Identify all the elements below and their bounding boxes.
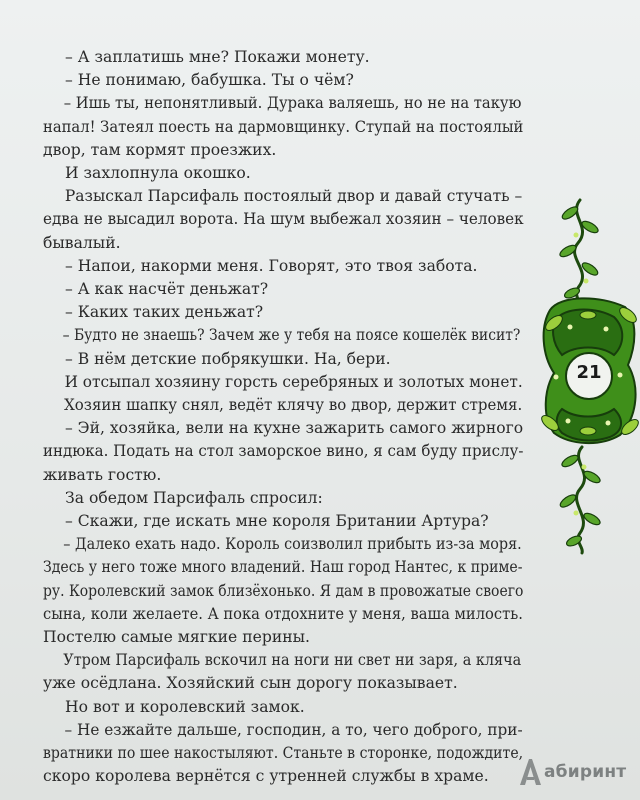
text-line: ру. Королевский замок близёхонько. Я дам в провожатые своего xyxy=(43,581,524,600)
text-line: бывалый. xyxy=(43,233,121,252)
text-line: – А как насчёт деньжат? xyxy=(65,280,269,299)
text-line: сына, коли желаете. А пока отдохните у меня, ваша милость. xyxy=(43,604,523,623)
text-line: Здесь у него тоже много владений. Наш город Нантес, к приме- xyxy=(43,558,523,577)
text-line: – Будто не знаешь? Зачем же у тебя на поясе кошелёк висит? xyxy=(62,326,521,345)
text-line: – Скажи, где искать мне короля Британии Артура? xyxy=(65,512,489,531)
text-line: – В нём детские побрякушки. На, бери. xyxy=(65,349,391,368)
text-line: индюка. Подать на стол заморское вино, я сам буду прислу- xyxy=(43,442,524,461)
text-line: уже осёдлана. Хозяйский сын дорогу показывает. xyxy=(43,674,458,693)
text-line: – А заплатишь мне? Покажи монету. xyxy=(65,48,370,66)
text-line: – Каких таких деньжат? xyxy=(65,303,264,322)
watermark-text: абиринт xyxy=(544,762,627,782)
text-line: – Не понимаю, бабушка. Ты о чём? xyxy=(65,71,354,90)
text-line: едва не высадил ворота. На шум выбежал хозяин – человек xyxy=(43,210,524,229)
text-line: Хозяин шапку снял, ведёт клячу во двор, держит стремя. xyxy=(64,396,523,415)
body-text xyxy=(43,46,523,789)
text-line: – Не езжайте дальше, господин, а то, чего доброго, при- xyxy=(64,720,523,739)
text-line: И захлопнула окошко. xyxy=(65,164,251,183)
page-number: 21 xyxy=(576,362,602,383)
text-line: – Эй, хозяйка, вели на кухне зажарить самого жирного xyxy=(64,419,524,438)
text-line: Но вот и королевский замок. xyxy=(65,697,305,716)
text-line: Разыскал Парсифаль постоялый двор и давай стучать – xyxy=(64,187,523,206)
text-line: Постелю самые мягкие перины. xyxy=(43,628,310,647)
text-line: скоро королева вернётся с утренней службы в храме. xyxy=(43,767,489,786)
text-line: Утром Парсифаль вскочил на ноги ни свет ни заря, а кляча xyxy=(63,651,522,670)
text-line: вратники по шее накостыляют. Станьте в сторонке, подождите, xyxy=(43,744,524,763)
text-line: – Далеко ехать надо. Король соизволил прибыть из-за моря. xyxy=(63,535,522,554)
text-line: живать гостю. xyxy=(43,465,162,484)
text-line: – Напои, накорми меня. Говорят, это твоя забота. xyxy=(65,256,478,275)
text-line: двор, там кормят проезжих. xyxy=(43,140,277,159)
text-line: И отсыпал хозяину горсть серебряных и золотых монет. xyxy=(64,372,523,391)
text-line: – Ишь ты, непонятливый. Дурака валяешь, но не на такую xyxy=(63,94,522,113)
labirint-logo-icon xyxy=(518,757,542,787)
text-line: За обедом Парсифаль спросил: xyxy=(65,488,323,507)
text-line: напал! Затеял поесть на дармовщинку. Ступай на постоялый xyxy=(43,117,524,136)
labirint-logo xyxy=(518,757,633,787)
